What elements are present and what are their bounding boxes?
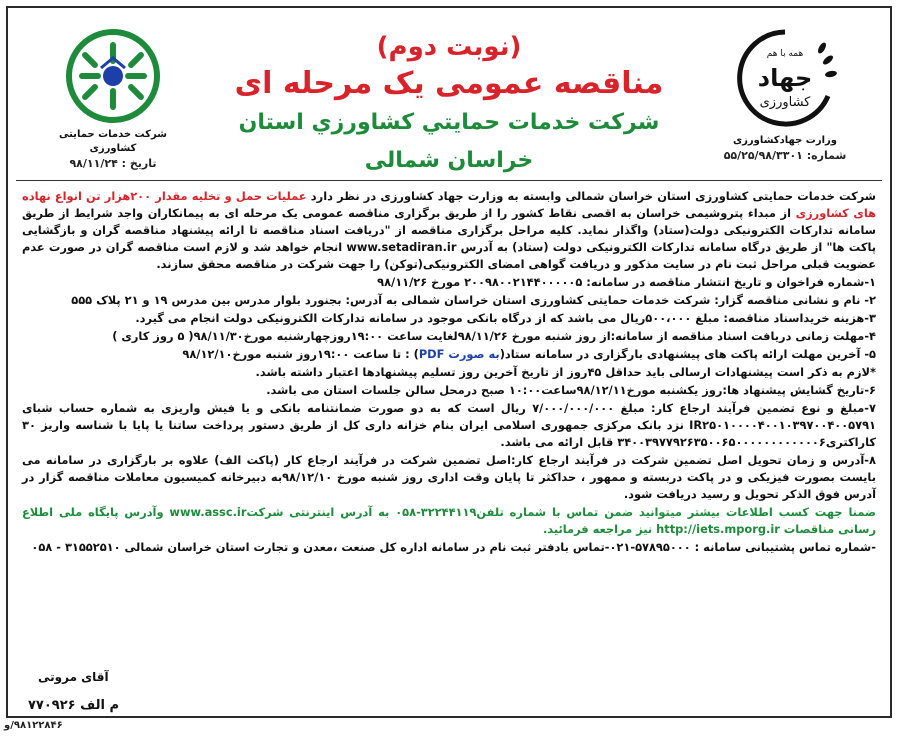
notice-header	[8, 8, 890, 176]
company-logo-block	[38, 28, 188, 172]
item-7: ۷-مبلغ و نوع تضمین فرآیند ارجاع کار: مبلغ ۷/۰۰۰/۰۰۰/۰۰۰ ریال است که به دو صورت ضمانتنامه بانکی و یا فیش واریزی به شماره حساب شبای IR۲۵۰۱۰۰۰۰۴۰۰۱۰۳۹۷۰۰۴۰۰۵۷۹۱ نزد بانک مرکزی جمهوری اسلامی ایران بنام خزانه داری کل از طریق دستور پرداخت ساتنا یا پایا با شناسه واریز ۳۰ کاراکتری۳۴۰۰۳۹۷۷۹۲۶۳۵۰۰۶۵۰۰۰۰۰۰۰۰۰۰۰۰۶ قابل ارائه می باشد.	[22, 401, 876, 449]
brand-top-text: همه با هم	[766, 49, 804, 59]
support-contact: -شماره تماس پشتیبانی سامانه : ۵۷۸۹۵۰۰۰-۰۲۱-تماس بادفتر ثبت نام در سامانه اداره کل صنعت ،معدن و تجارت استان خراسان شمالی ۳۱۵۵۲۵۱۰ - ۰۵۸	[31, 540, 876, 554]
intro-text-b: از مبداء پتروشیمی خراسان به اقصی نقاط کشور را از طریق برگزاری مناقصه عمومی یک مرحله ای به پیمانکاران واجد شرایط از طریق سامانه تدارکات الکترونیکی دولت(ستاد) واگذار نماید. کلیه مراحل برگزاری مناقصه از "دریافت اسناد مناقصه تا ارائه پیشنهاد مناقصه گران و بازگشایی پاکت ها" از طریق درگاه سامانه تدارکات الکترونیکی دولت (ستاد) به آدرس www.setadiran.ir انجام خواهد شد و لازم است مناقصه گران در صورت عدم عضویت قبلی مراحل ثبت نام در سایت مذکور و دریافت گواهی امضای الکترونیکی(توکن) را جهت شرکت در مناقصه محقق سازند.	[22, 206, 876, 271]
company-emblem-icon	[65, 28, 161, 124]
intro-paragraph	[22, 188, 876, 273]
ad-id: م الف ۷۷۰۹۲۶	[28, 698, 120, 713]
jihad-keshavarzi-logo-icon	[730, 26, 840, 130]
company-title: شرکت خدمات حمايتي کشاورزي استان خراسان شمالی	[238, 110, 660, 173]
item-8: ۸-آدرس و زمان تحویل اصل تضمین شرکت در فرآیند ارجاع کار:اصل تضمین شرکت در فرآیند ارجاع کار (پاکت الف) علاوه بر بارگزاری در سامانه می بایست بصورت فیزیکی و در پاکت دربسته و ممهور ، حداکثر تا پایان وقت اداری روز شنبه مورخ ۹۸/۱۲/۱۰به دبیرخانه کمیسیون معاملات مناقصه گزار در آدرس فوق الذکر تحویل و رسید دریافت شود.	[22, 453, 876, 501]
intro-highlight: عملیات حمل و تخلیه مقدار ۲۰۰هزار تن انواع نهاده های کشاورزی	[22, 189, 877, 220]
ministry-caption: وزارت جهادکشاورزی	[732, 135, 838, 146]
item-3: ۳-هزینه خریداسناد مناقصه: مبلغ ۵۰۰،۰۰۰ریال می باشد که از درگاه بانکی موجود در سامانه تدارکات الکترونیکی دولت انجام می گیرد.	[135, 311, 876, 325]
round-label: (نوبت دوم)	[376, 32, 522, 62]
number-label: شماره:	[806, 149, 847, 162]
number-value: ۵۵/۲۵/۹۸/۳۳۰۱	[723, 149, 803, 162]
tender-notice	[6, 6, 892, 718]
item-5-text-b: ) : تا ساعت ۱۹:۰۰روز شنبه مورخ۹۸/۱۲/۱۰	[182, 347, 419, 361]
item-5-note: *لازم به ذکر است پیشنهادات ارسالی باید حداقل ۴۵روز از تاریخ آخرین روز تسلیم پیشنهادها اعتبار داشته باشد.	[255, 365, 876, 379]
notice-number	[710, 148, 860, 164]
item-4: ۴-مهلت زمانی دریافت اسناد مناقصه از سامانه:از روز شنبه مورخ ۹۸/۱۱/۲۶لغایت ساعت ۱۹:۰۰روزچهارشنبه مورخ۹۸/۱۱/۳۰( ۵ روز کاری )	[112, 329, 876, 343]
notice-title: مناقصه عمومی یک مرحله ای	[234, 66, 664, 101]
notice-titles	[198, 30, 700, 180]
notice-body	[22, 188, 876, 557]
intro-text-a: شرکت خدمات حمایتی کشاورزی استان خراسان شمالی وابسته به وزارت جهاد کشاورزی در نظر دارد	[310, 189, 876, 203]
corner-code: ۹۸۱۲۲۸۴۶/و	[4, 720, 63, 731]
item-5	[22, 346, 876, 363]
date-value: ۹۸/۱۱/۲۴	[69, 157, 118, 170]
notice-date	[38, 156, 188, 172]
company-caption: شرکت خدمات حمایتی کشاورزی	[58, 129, 168, 154]
item-5-text-a: ۵- آخرین مهلت ارائه پاکت های پیشنهادی بارگزاری در سامانه ستاد(	[499, 347, 876, 361]
contact-info: ضمنا جهت کسب اطلاعات بیشتر میتوانید ضمن تماس با شماره تلفن۳۲۲۴۴۱۱۹-۰۵۸ به آدرس اینترنتی شرکتwww.assc.ir وآدرس پایگاه ملی اطلاع رسانی مناقصات http://iets.mporg.ir نیز مراجعه فرمائید.	[22, 505, 877, 536]
item-1: ۱-شماره فراخوان و تاریخ انتشار مناقصه در سامانه: ۲۰۰۹۸۰۰۲۱۴۴۰۰۰۰۰۵ مورخ ۹۸/۱۱/۲۶	[377, 275, 876, 289]
item-5-highlight: به صورت PDF	[418, 347, 500, 361]
brand-main-text: جهاد	[757, 64, 813, 92]
date-label: تاریخ :	[121, 157, 157, 170]
item-6: ۶-تاریخ گشایش پیشنهاد ها:روز یکشنبه مورخ۹۸/۱۲/۱۱ساعت۱۰:۰۰ صبح درمحل سالن جلسات استان می باشد.	[266, 383, 876, 397]
ministry-logo-block	[710, 26, 860, 164]
signature: آقای مروتی	[38, 670, 109, 684]
item-2: ۲- نام و نشانی مناقصه گزار: شرکت خدمات حمایتی کشاورزی استان خراسان شمالی به آدرس: بجنورد بلوار مدرس بین مدرس ۱۹ و ۲۱ پلاک ۵۵۵	[71, 293, 876, 307]
brand-sub-text: کشاورزی	[759, 95, 811, 110]
header-divider	[16, 180, 882, 181]
